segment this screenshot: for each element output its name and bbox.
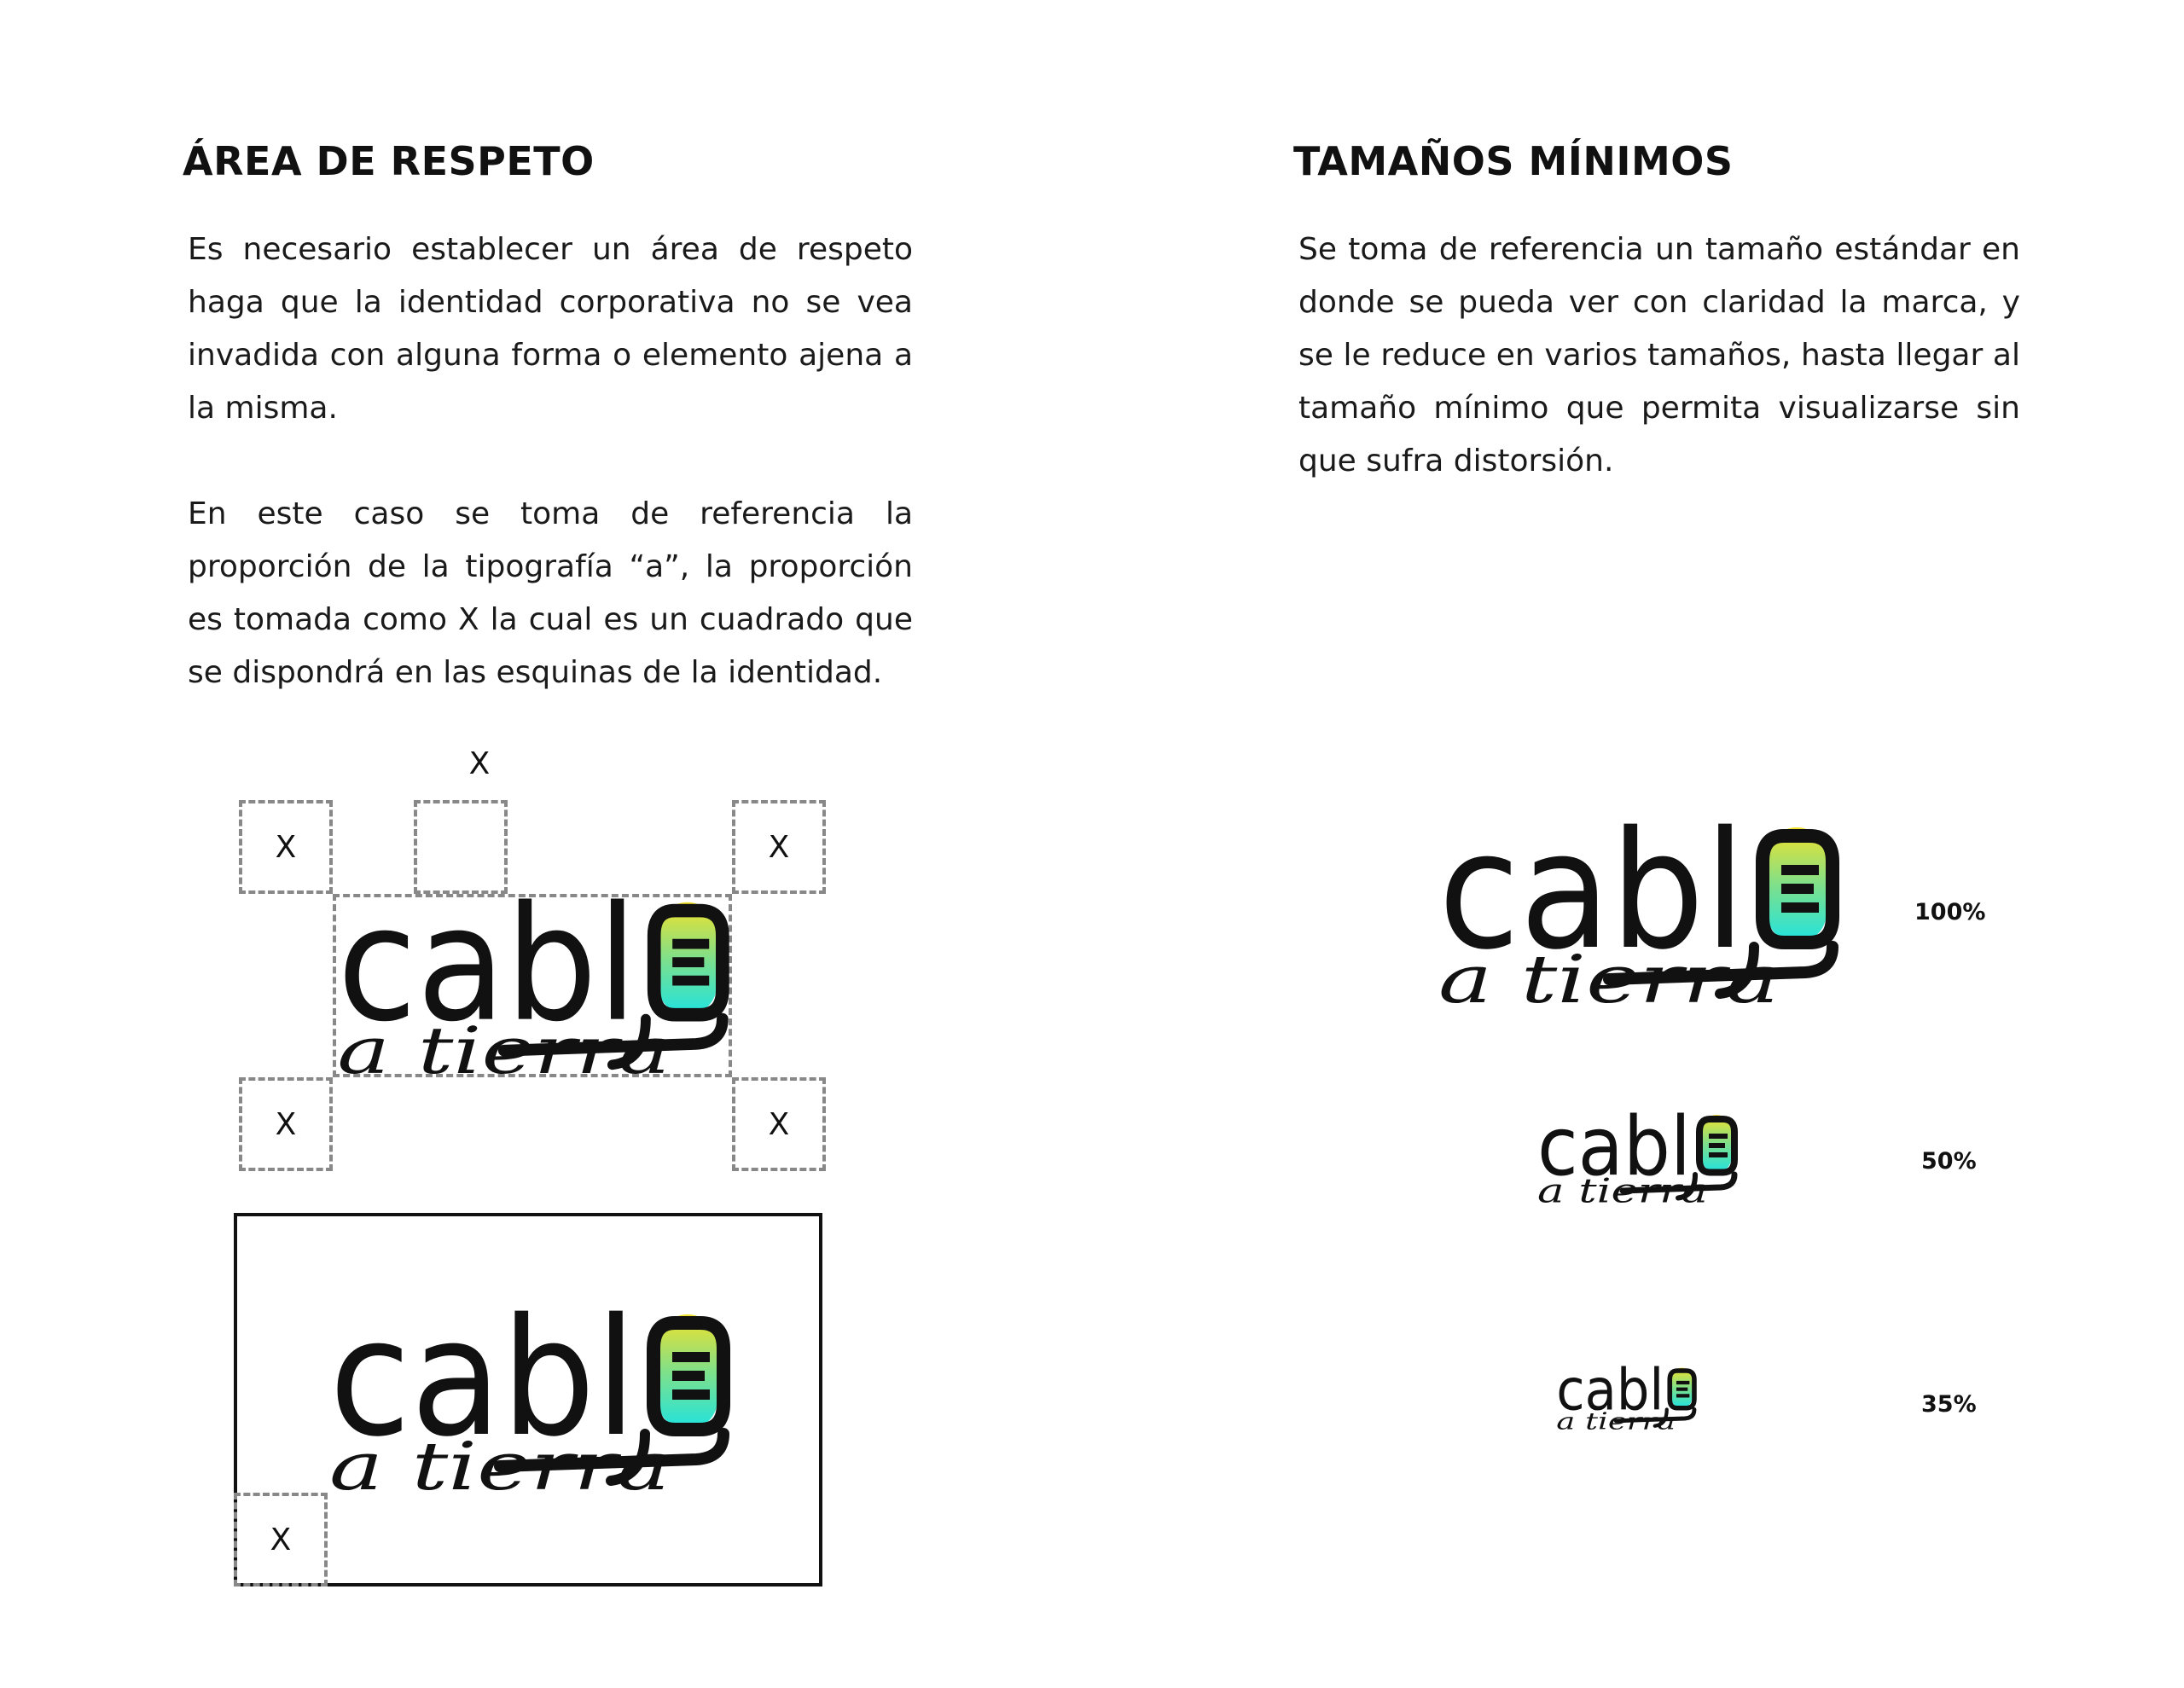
x-box-frame-corner: X [234, 1493, 328, 1586]
x-measure-label: X [468, 746, 491, 781]
area-respeto-paragraph-2: En este caso se toma de referencia la proporción de la tipografía “a”, la proporción es tomada como X la cual es un cuadrado que se dispondrá en las esquinas de la identidad. [188, 496, 913, 690]
section-heading-tamanos-minimos: TAMAÑOS MÍNIMOS [1293, 138, 1734, 184]
x-box-top-right: X [732, 800, 826, 894]
tamanos-minimos-paragraph: Se toma de referencia un tamaño estándar en donde se pueda ver con claridad la marca, y se le reduce en varios tamaños, hasta llegar al tamaño mínimo que permita visualizarse sin que sufra distorsión. [1298, 232, 2020, 479]
size-label-50: 50% [1921, 1148, 1977, 1175]
brand-logo-100 [1438, 819, 1839, 1006]
x-box-top-left: X [239, 800, 333, 894]
section-heading-area-respeto: ÁREA DE RESPETO [183, 138, 595, 184]
x-box-bottom-left: X [239, 1077, 333, 1171]
brand-logo [333, 894, 734, 1077]
framed-logo-area [234, 1213, 822, 1586]
respect-area-diagram [239, 746, 836, 1173]
size-label-100: 100% [1914, 899, 1986, 925]
brand-logo-50 [1537, 1111, 1738, 1204]
area-respeto-paragraph-1: Es necesario establecer un área de respeto haga que la identidad corporativa no se vea invadida con alguna forma o elemento ajena a la misma. [188, 232, 913, 426]
brand-logo-35 [1556, 1365, 1697, 1430]
x-box-bottom-right: X [732, 1077, 826, 1171]
size-label-35: 35% [1921, 1391, 1977, 1418]
brand-logo-framed [329, 1306, 730, 1494]
